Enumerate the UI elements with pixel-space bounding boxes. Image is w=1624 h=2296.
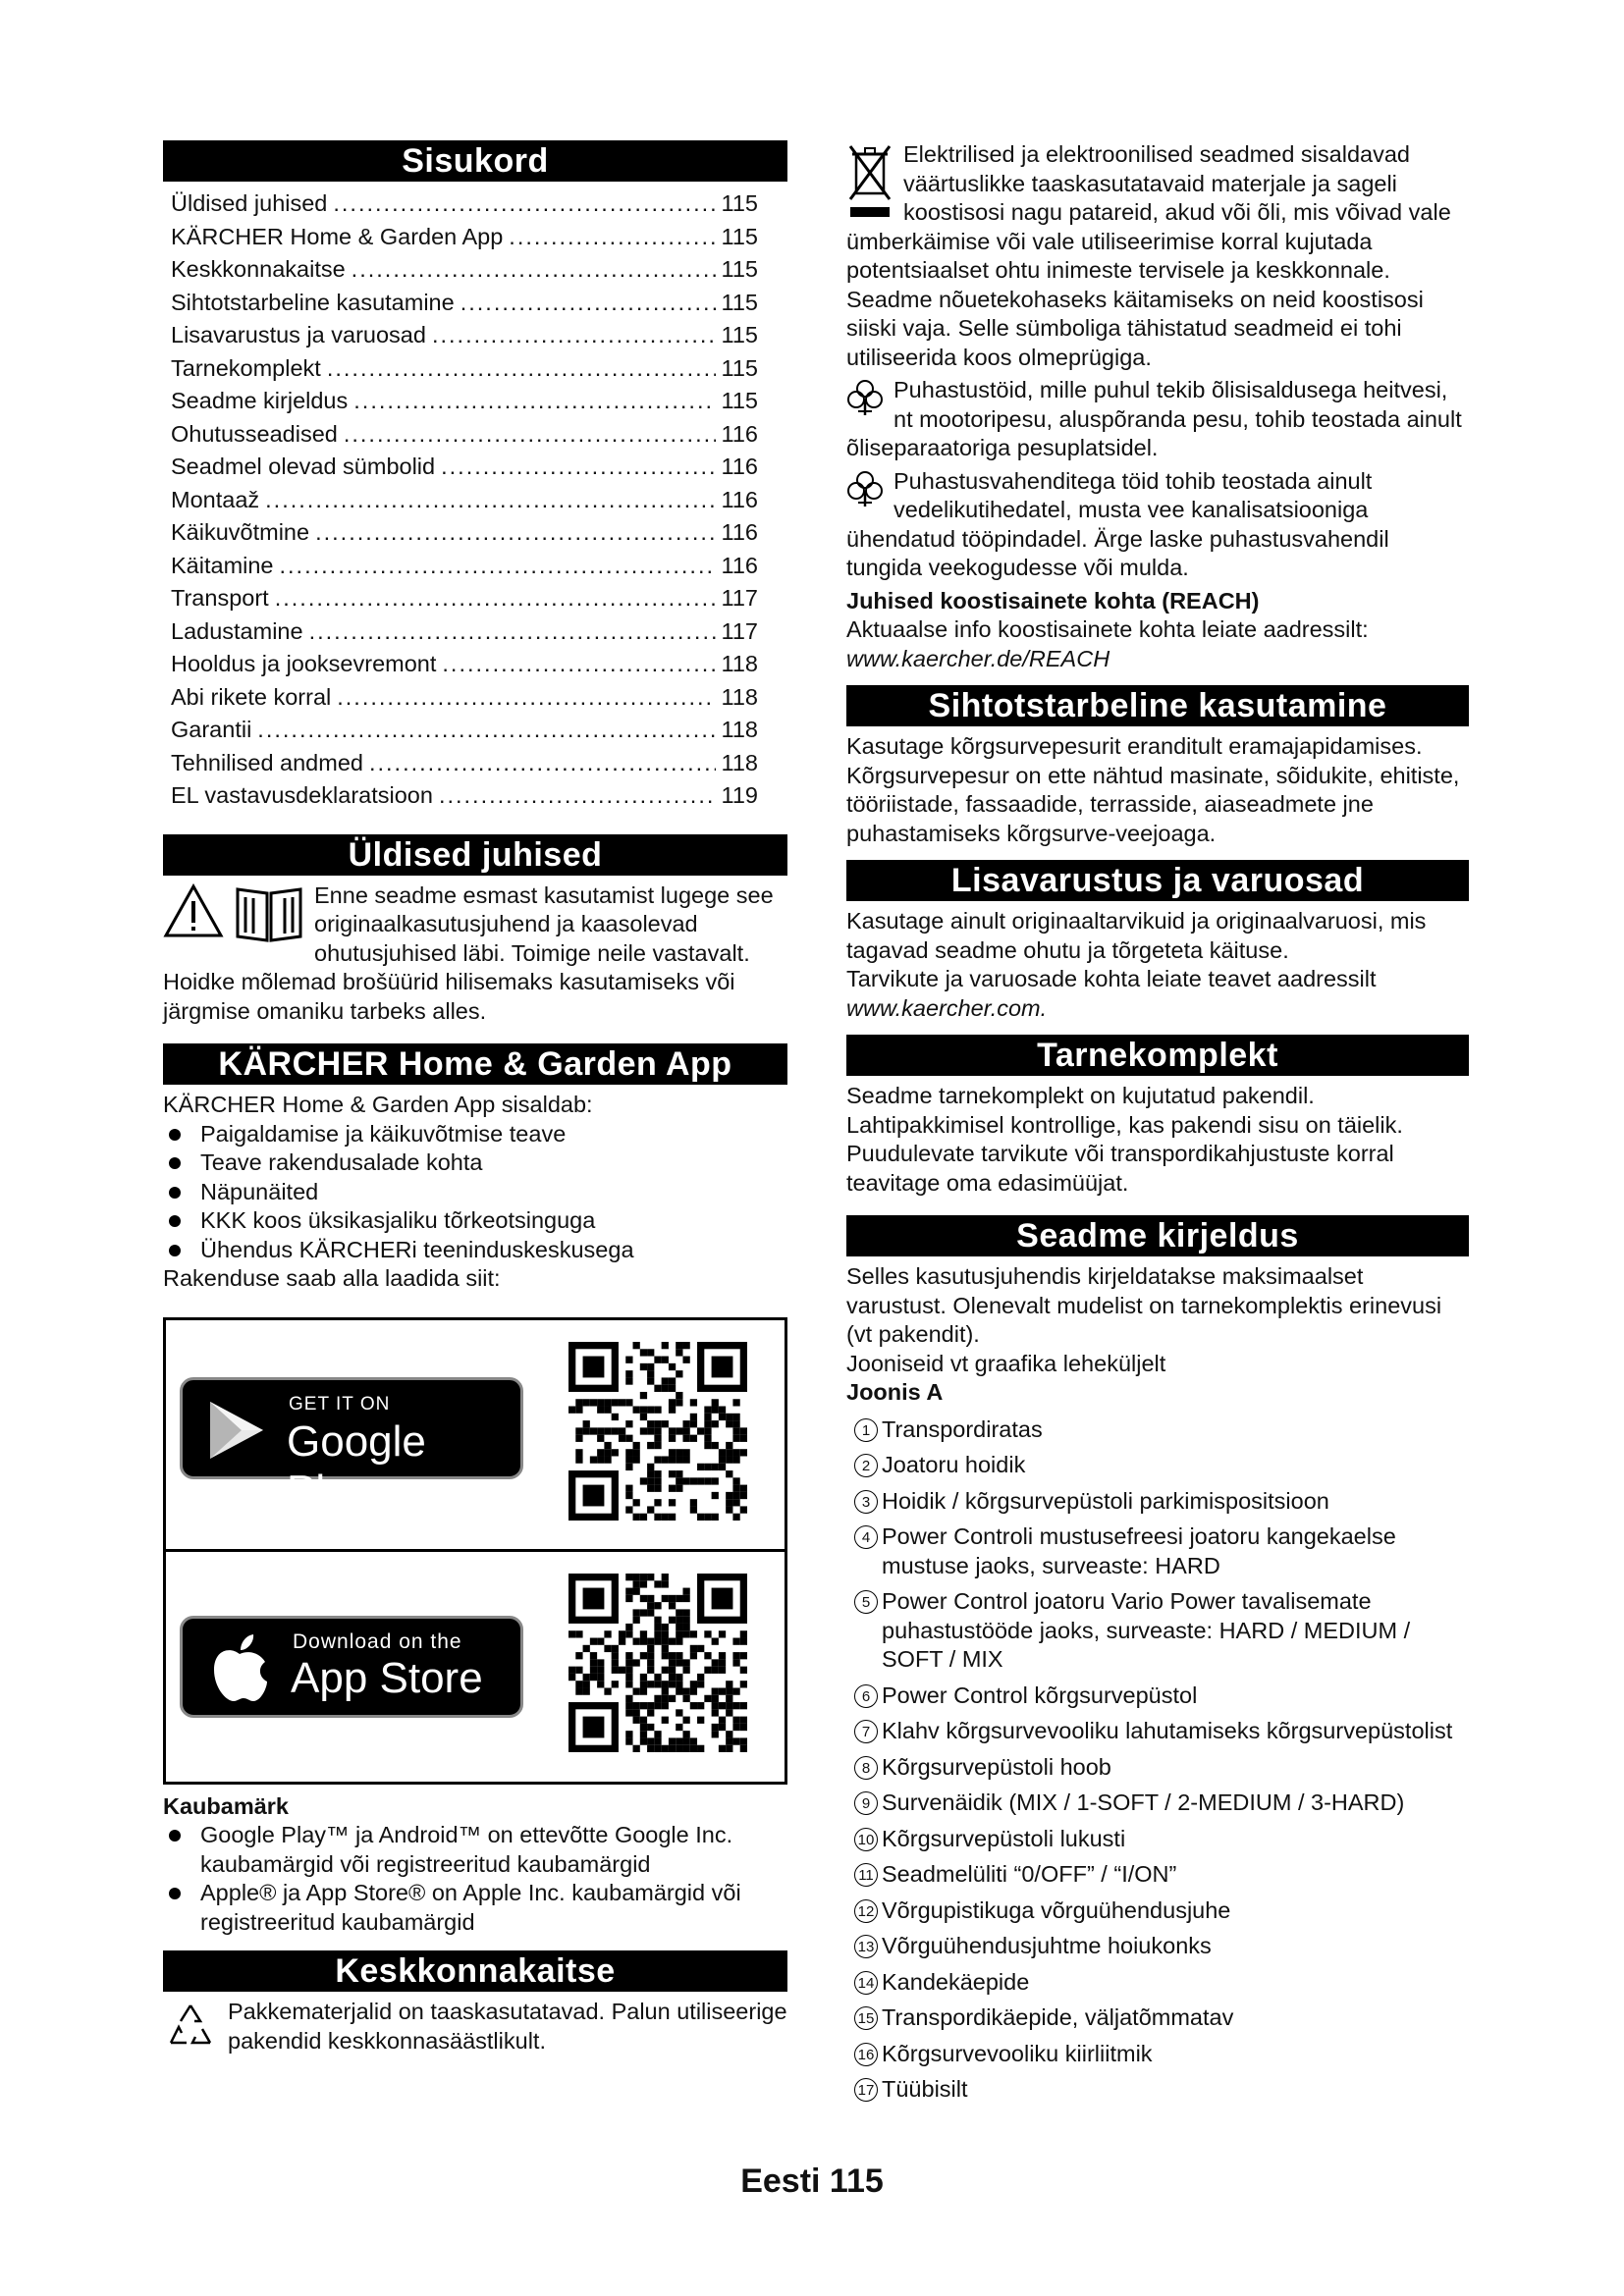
accessories-header: Lisavarustus ja varuosad [846, 860, 1469, 901]
cleaning2-section [846, 467, 1469, 583]
list-item: Apple® ja App Store® on Apple Inc. kaubamärgid või registreeritud kaubamärgid [163, 1879, 787, 1937]
description-header: Seadme kirjeldus [846, 1215, 1469, 1256]
general-header: Üldised juhised [163, 834, 787, 876]
toc-entry[interactable] [163, 484, 787, 517]
toc-leader-dots [333, 187, 715, 221]
toc-leader-dots [280, 550, 716, 583]
toc-entry-page: 116 [721, 552, 758, 578]
toc-entry-page: 115 [721, 354, 758, 381]
toc-leader-dots [369, 747, 716, 780]
toc-leader-dots [439, 779, 716, 813]
toc-entry-title: Seadmel olevad sümbolid [171, 454, 436, 479]
app-store-badge[interactable] [180, 1616, 523, 1718]
part-item [846, 1968, 1469, 1998]
electrical-section [846, 140, 1469, 372]
part-text: Hoidik / kõrgsurvepüstoli parkimispositsioon [882, 1487, 1329, 1514]
app-store-big: App Store [291, 1653, 483, 1702]
part-item [846, 1522, 1469, 1580]
toc-list [163, 187, 787, 813]
toc-entry-title: Ohutusseadised [171, 420, 338, 447]
google-play-icon [202, 1398, 271, 1463]
toc-entry-title: Transport [171, 585, 269, 611]
toc-leader-dots [327, 352, 716, 386]
app-download-text: Rakenduse saab alla laadida siit: [163, 1265, 501, 1291]
part-number-badge: 15 [854, 2006, 878, 2030]
trademark-bullets [163, 1821, 787, 1937]
app-header: KÄRCHER Home & Garden App [163, 1043, 787, 1085]
trademark-title: Kaubamärk [163, 1792, 289, 1819]
toc-entry-page: 116 [721, 519, 758, 545]
toc-leader-dots [509, 221, 715, 254]
google-play-big: Google Play [287, 1416, 426, 1515]
part-text: Transpordiratas [882, 1415, 1043, 1442]
toc-entry-page: 115 [721, 388, 758, 413]
toc-entry-page: 115 [721, 289, 758, 315]
warning-icon [163, 883, 224, 938]
toc-entry-page: 115 [721, 223, 758, 249]
toc-leader-dots [352, 253, 716, 287]
part-text: Võrguühendusjuhtme hoiukonks [882, 1933, 1212, 1958]
toc-leader-dots [257, 714, 715, 747]
toc-entry[interactable] [163, 253, 787, 287]
general-section [163, 881, 787, 1027]
toc-leader-dots [275, 582, 716, 615]
manual-book-icon [234, 883, 304, 944]
toc-entry[interactable] [163, 319, 787, 352]
part-item [846, 1789, 1469, 1818]
part-item [846, 2075, 1469, 2105]
part-number-badge: 4 [854, 1525, 878, 1549]
left-column [163, 140, 787, 2056]
right-column [846, 140, 1469, 2111]
part-text: Kandekäepide [882, 1968, 1030, 1995]
recycling-icon [163, 2000, 218, 2055]
part-text: Klahv kõrgsurvevooliku lahutamiseks kõrgsurvepüstolist [882, 1718, 1453, 1743]
toc-leader-dots [442, 648, 715, 681]
reach-text: Aktuaalse info koostisainete kohta leiate aadressilt: [846, 616, 1369, 642]
part-text: Power Control kõrgsurvepüstol [882, 1682, 1198, 1708]
description-p1: Selles kasutusjuhendis kirjeldatakse maksimaalset varustust. Olenevalt mudelist on tarnekomplektis erinevusi (vt pakendit). [846, 1263, 1442, 1347]
crossed-bin-icon [846, 142, 893, 221]
toc-entry-title: Hooldus ja jooksevremont [171, 651, 437, 676]
toc-leader-dots [432, 319, 716, 352]
part-number-badge: 8 [854, 1756, 878, 1780]
delivery-p1: Seadme tarnekomplekt on kujutatud pakendil. Lahtipakkimisel kontrollige, kas pakendi sisu on täielik. Puudulevate tarvikute või transpordikahjustuste korral teavitage oma edasimüüjat. [846, 1083, 1403, 1196]
environment-tree-icon [846, 469, 884, 510]
list-item: KKK koos üksikasjaliku tõrkeotsinguga [163, 1206, 787, 1236]
accessories-url[interactable]: www.kaercher.com. [846, 994, 1048, 1021]
toc-entry-title: Tarnekomplekt [171, 354, 321, 381]
toc-entry[interactable] [163, 516, 787, 550]
electrical-text: Elektrilised ja elektroonilised seadmed sisaldavad väärtuslikke taaskasutatavaid materjale ja sageli koostisosi nagu patareid, akud või õli, mis võivad vale ümberkäimise või vale utiliseerimise korral kujutada potentsiaalset ohtu inimeste tervisele ja keskkonnale. Seadme nõuetekohaseks käitamiseks on neid koostisosi siiski vaja. Selle sümboliga tähistatud seadmeid ei tohi utiliseerida koos olmeprügiga. [846, 141, 1451, 370]
intended-use-header: Sihtotstarbeline kasutamine [846, 685, 1469, 726]
toc-entry[interactable] [163, 550, 787, 583]
part-number-badge: 17 [854, 2078, 878, 2102]
app-store-qr-icon [568, 1574, 747, 1752]
part-item [846, 2003, 1469, 2033]
part-number-badge: 11 [854, 1863, 878, 1887]
toc-entry-page: 116 [721, 454, 758, 479]
toc-entry-title: Seadme kirjeldus [171, 388, 349, 413]
reach-title: Juhised koostisainete kohta (REACH) [846, 587, 1260, 614]
parts-list [846, 1415, 1469, 2105]
part-item [846, 1753, 1469, 1783]
toc-entry[interactable] [163, 451, 787, 484]
app-store-small: Download on the [293, 1629, 462, 1653]
toc-entry-title: Ladustamine [171, 617, 303, 644]
toc-entry-page: 115 [721, 322, 758, 347]
cleaning1-text: Puhastustöid, mille puhul tekib õlisisaldusega heitvesi, nt mootoripesu, aluspõranda pesu, tohib teostada ainult õliseparaatoriga pesuplatsidel. [846, 377, 1462, 460]
toc-entry[interactable] [163, 221, 787, 254]
toc-leader-dots [309, 615, 716, 649]
toc-leader-dots [265, 484, 715, 517]
toc-entry-title: Lisavarustus ja varuosad [171, 322, 426, 347]
part-number-badge: 6 [854, 1684, 878, 1708]
part-text: Power Controli mustusefreesi joatoru kangekaelse mustuse jaoks, surveaste: HARD [882, 1523, 1396, 1578]
toc-entry-title: EL vastavusdeklaratsioon [171, 782, 433, 808]
toc-entry-title: Käikuvõtmine [171, 519, 310, 545]
toc-header: Sisukord [163, 140, 787, 182]
intended-use-p2: Kõrgsurvepesur on ette nähtud masinate, sõidukite, ehitiste, tööriistade, fassaadide, terrasside, aiaseadmete jne puhastamiseks kõrgsurve-veejoaga. [846, 762, 1460, 846]
part-text: Tüübisilt [882, 2076, 968, 2102]
part-text: Joatoru hoidik [882, 1452, 1026, 1477]
toc-entry-title: Sihtotstarbeline kasutamine [171, 289, 455, 315]
toc-entry-title: Montaaž [171, 486, 260, 512]
toc-entry[interactable] [163, 615, 787, 649]
google-play-small: GET IT ON [289, 1393, 391, 1415]
part-item [846, 1717, 1469, 1746]
toc-entry[interactable] [163, 747, 787, 780]
accessories-p2: Tarvikute ja varuosade kohta leiate teavet aadressilt [846, 966, 1377, 991]
toc-entry-page: 117 [721, 617, 758, 644]
part-number-badge: 10 [854, 1828, 878, 1851]
toc-entry-title: Käitamine [171, 552, 274, 578]
page-footer: Eesti 115 [740, 2163, 884, 2200]
part-item [846, 1932, 1469, 1961]
toc-entry-page: 117 [721, 585, 758, 611]
toc-leader-dots [315, 516, 715, 550]
part-number-badge: 9 [854, 1791, 878, 1815]
part-item [846, 1896, 1469, 1926]
delivery-header: Tarnekomplekt [846, 1035, 1469, 1076]
toc-entry-page: 115 [721, 256, 758, 282]
toc-entry-page: 118 [721, 651, 758, 676]
toc-entry[interactable] [163, 418, 787, 452]
part-text: Kõrgsurvevooliku kiirliitmik [882, 2040, 1153, 2066]
part-number-badge: 7 [854, 1720, 878, 1743]
part-number-badge: 2 [854, 1454, 878, 1477]
store-box [163, 1317, 787, 1785]
environment-tree-icon [846, 378, 884, 419]
part-number-badge: 12 [854, 1899, 878, 1923]
part-number-badge: 16 [854, 2043, 878, 2066]
toc-entry[interactable] [163, 648, 787, 681]
part-item [846, 1860, 1469, 1890]
part-text: Power Control joatoru Vario Power tavalisemate puhastustööde jaoks, surveaste: HARD / MEDIUM / SOFT / MIX [882, 1588, 1411, 1672]
toc-entry[interactable] [163, 287, 787, 320]
list-item: Näpunäited [163, 1178, 787, 1207]
toc-entry-page: 115 [721, 190, 758, 216]
list-item: Teave rakendusalade kohta [163, 1148, 787, 1178]
part-text: Survenäidik (MIX / 1-SOFT / 2-MEDIUM / 3-HARD) [882, 1789, 1405, 1815]
cleaning1-section [846, 376, 1469, 463]
toc-entry-page: 118 [721, 683, 758, 710]
part-item [846, 1682, 1469, 1711]
part-item [846, 1415, 1469, 1445]
toc-entry[interactable] [163, 352, 787, 386]
apple-icon [210, 1632, 269, 1703]
app-store-row [166, 1552, 785, 1781]
part-item [846, 1825, 1469, 1854]
toc-leader-dots [337, 681, 715, 715]
toc-entry-page: 118 [721, 717, 758, 742]
google-play-qr-icon [568, 1342, 747, 1521]
toc-leader-dots [441, 451, 715, 484]
part-text: Kõrgsurvepüstoli hoob [882, 1753, 1111, 1780]
part-number-badge: 1 [854, 1418, 878, 1442]
part-text: Seadmelüliti “0/OFF” / “I/ON” [882, 1861, 1177, 1887]
reach-url[interactable]: www.kaercher.de/REACH [846, 645, 1110, 671]
toc-entry-page: 116 [721, 420, 758, 447]
part-text: Kõrgsurvepüstoli lukusti [882, 1825, 1126, 1851]
part-text: Transpordikäepide, väljatõmmatav [882, 2004, 1234, 2030]
toc-leader-dots [344, 418, 716, 452]
toc-entry[interactable] [163, 681, 787, 715]
list-item: Paigaldamise ja käikuvõtmise teave [163, 1120, 787, 1149]
toc-entry[interactable] [163, 714, 787, 747]
toc-entry-title: Abi rikete korral [171, 683, 332, 710]
toc-entry-title: Tehnilised andmed [171, 749, 363, 775]
cleaning2-text: Puhastusvahenditega töid tohib teostada ainult vedelikutihedatel, musta vee kanalisatsiooniga ühendatud tööpindadel. Ärge laske puhastusvahendil tungida veekogudesse või mulda. [846, 467, 1389, 580]
packaging-text: Pakkematerjalid on taaskasutatavad. Palun utiliseerige pakendid keskkonnasäästlikult. [228, 1999, 787, 2054]
accessories-p1: Kasutage ainult originaaltarvikuid ja originaalvaruosi, mis tagavad seadme ohutu ja tõrgeteta käituse. [846, 908, 1427, 963]
part-number-badge: 14 [854, 1971, 878, 1995]
app-bullets [163, 1120, 787, 1265]
part-item [846, 1487, 1469, 1517]
figure-title: Joonis A [846, 1379, 944, 1405]
general-intro: Enne seadme esmast kasutamist lugege see originaalkasutusjuhend ja kaasolevad ohutusjuhised läbi. Toimige neile vastavalt. [314, 881, 774, 966]
intended-use-p1: Kasutage kõrgsurvepesurit eranditult eramajapidamises. [846, 733, 1423, 759]
part-number-badge: 3 [854, 1490, 878, 1514]
toc-entry-page: 119 [721, 782, 758, 808]
toc-leader-dots [460, 287, 716, 320]
toc-entry-title: Keskkonnakaitse [171, 256, 346, 282]
part-item [846, 1587, 1469, 1675]
google-play-badge[interactable] [180, 1377, 523, 1515]
general-text2: Hoidke mõlemad brošüürid hilisemaks kasutamiseks või järgmise omaniku tarbeks alles. [163, 969, 735, 1024]
toc-leader-dots [353, 385, 715, 418]
part-text: Võrgupistikuga võrguühendusjuhe [882, 1896, 1231, 1923]
toc-entry-page: 116 [721, 486, 758, 512]
list-item: Google Play™ ja Android™ on ettevõtte Google Inc. kaubamärgid või registreeritud kaubamärgid [163, 1821, 787, 1879]
toc-entry-title: Üldised juhised [171, 190, 328, 216]
description-p2: Jooniseid vt graafika leheküljelt [846, 1350, 1166, 1376]
toc-entry[interactable] [163, 187, 787, 221]
part-number-badge: 13 [854, 1935, 878, 1958]
packaging-section [163, 1998, 787, 2056]
list-item: Ühendus KÄRCHERi teeninduskeskusega [163, 1236, 787, 1265]
part-item [846, 2040, 1469, 2069]
app-intro: KÄRCHER Home & Garden App sisaldab: [163, 1092, 593, 1117]
toc-entry-title: KÄRCHER Home & Garden App [171, 223, 504, 249]
toc-entry-page: 118 [721, 749, 758, 775]
toc-entry[interactable] [163, 385, 787, 418]
toc-entry[interactable] [163, 582, 787, 615]
google-play-row [166, 1320, 785, 1552]
toc-entry[interactable] [163, 779, 787, 813]
environment-header: Keskkonnakaitse [163, 1950, 787, 1992]
part-item [846, 1451, 1469, 1480]
toc-entry-title: Garantii [171, 717, 252, 742]
part-number-badge: 5 [854, 1590, 878, 1614]
